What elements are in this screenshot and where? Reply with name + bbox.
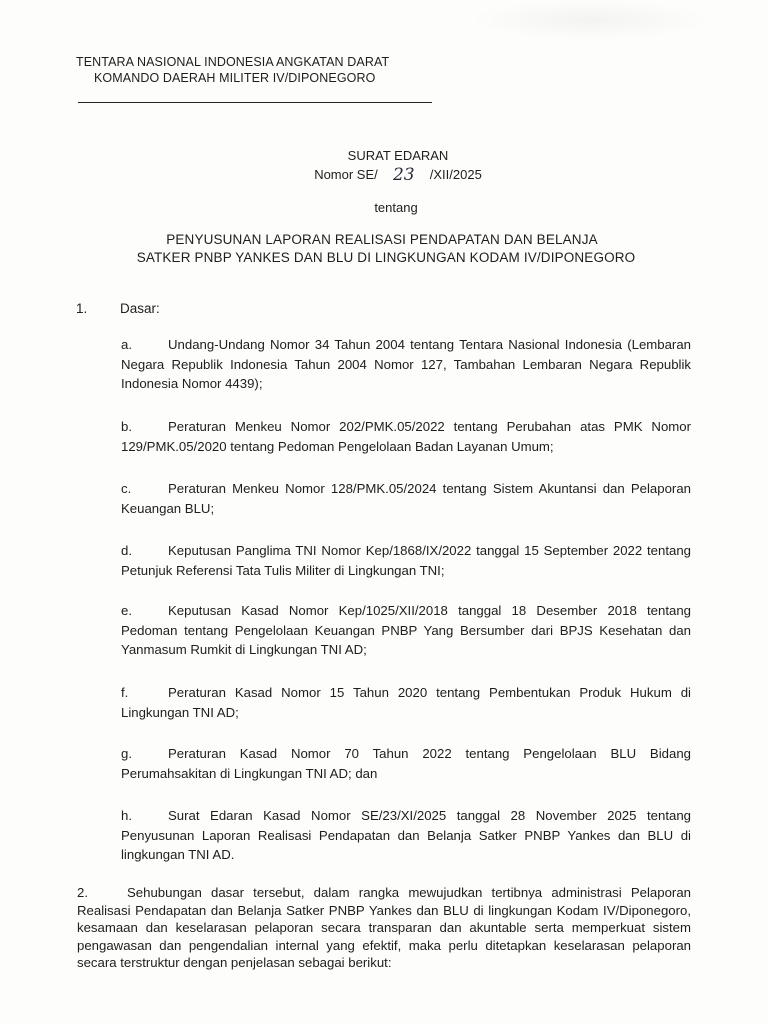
item-letter: f.	[121, 685, 129, 700]
document-title: SURAT EDARAN	[347, 148, 449, 163]
item-text: Peraturan Menkeu Nomor 202/PMK.05/2022 tentang Perubahan atas PMK Nomor 129/PMK.05/2020 tentang Pedoman Pengelolaan Badan Layanan Umum;	[121, 419, 691, 454]
subject-line-1: PENYUSUNAN LAPORAN REALISASI PENDAPATAN DAN BELANJA	[166, 232, 598, 247]
item-letter: g.	[121, 746, 132, 761]
section-1-number: 1.	[76, 301, 88, 316]
scan-smudge	[470, 0, 710, 40]
document-number	[14, 164, 768, 184]
subject-line-2: SATKER PNBP YANKES DAN BLU DI LINGKUNGAN KODAM IV/DIPONEGORO	[136, 250, 636, 265]
letterhead-line-2: KOMANDO DAERAH MILITER IV/DIPONEGORO	[94, 71, 376, 85]
number-prefix: Nomor SE/	[314, 167, 378, 182]
list-item	[121, 744, 691, 783]
list-item	[121, 479, 691, 518]
item-letter: e.	[121, 603, 132, 618]
item-letter: b.	[121, 419, 132, 434]
item-text: Peraturan Kasad Nomor 70 Tahun 2022 tentang Pengelolaan BLU Bidang Perumahsakitan di Lingkungan TNI AD; dan	[121, 746, 691, 781]
letterhead-rule	[78, 102, 432, 103]
item-text: Peraturan Kasad Nomor 15 Tahun 2020 tentang Pembentukan Produk Hukum di Lingkungan TNI AD;	[121, 685, 691, 720]
list-item	[121, 541, 691, 580]
section-2-number: 2.	[77, 885, 88, 900]
item-text: Undang-Undang Nomor 34 Tahun 2004 tentang Tentara Nasional Indonesia (Lembaran Negara Republik Indonesia Tahun 2004 Nomor 127, Tambahan Lembaran Negara Republik Indonesia Nomor 4439);	[121, 337, 691, 391]
tentang-label: tentang	[374, 200, 418, 215]
item-text: Keputusan Kasad Nomor Kep/1025/XII/2018 tanggal 18 Desember 2018 tentang Pedoman tentang Pengelolaan Keuangan PNBP Yang Bersumber dari BPJS Kesehatan dan Yanmasum Rumkit di Lingkungan TNI AD;	[121, 603, 691, 657]
handwritten-number: 23	[392, 165, 415, 185]
item-letter: d.	[121, 543, 132, 558]
item-text: Keputusan Panglima TNI Nomor Kep/1868/IX/2022 tanggal 15 September 2022 tentang Petunjuk Referensi Tata Tulis Militer di Lingkungan TNI;	[121, 543, 691, 578]
list-item	[121, 417, 691, 456]
letterhead-line-1: TENTARA NASIONAL INDONESIA ANGKATAN DARAT	[76, 55, 390, 69]
item-text: Peraturan Menkeu Nomor 128/PMK.05/2024 tentang Sistem Akuntansi dan Pelaporan Keuangan BLU;	[121, 481, 691, 516]
item-letter: h.	[121, 808, 132, 823]
list-item	[121, 806, 691, 865]
section-1-label: Dasar:	[120, 301, 160, 316]
list-item	[121, 601, 691, 660]
item-text: Surat Edaran Kasad Nomor SE/23/XI/2025 tanggal 28 November 2025 tentang Penyusunan Laporan Realisasi Pendapatan dan Belanja Satker PNBP Yankes dan BLU di lingkungan TNI AD.	[121, 808, 691, 862]
item-letter: a.	[121, 337, 132, 352]
item-letter: c.	[121, 481, 132, 496]
letterhead	[76, 54, 436, 86]
section-2-paragraph	[77, 884, 691, 972]
section-2-text: Sehubungan dasar tersebut, dalam rangka mewujudkan tertibnya administrasi Pelaporan Realisasi Pendapatan dan Belanja Satker PNBP Yankes dan BLU di lingkungan Kodam IV/Diponegoro, kesamaan dan keselarasan pelaporan secara transparan dan akuntable serta memperkuat sistem pengawasan dan pengendalian internal yang efektif, maka perlu ditetapkan keselarasan pelaporan secara terstruktur dengan penjelasan sebagai berikut:	[77, 885, 691, 970]
number-suffix: /XII/2025	[429, 167, 482, 182]
list-item	[121, 335, 691, 394]
list-item	[121, 683, 691, 722]
